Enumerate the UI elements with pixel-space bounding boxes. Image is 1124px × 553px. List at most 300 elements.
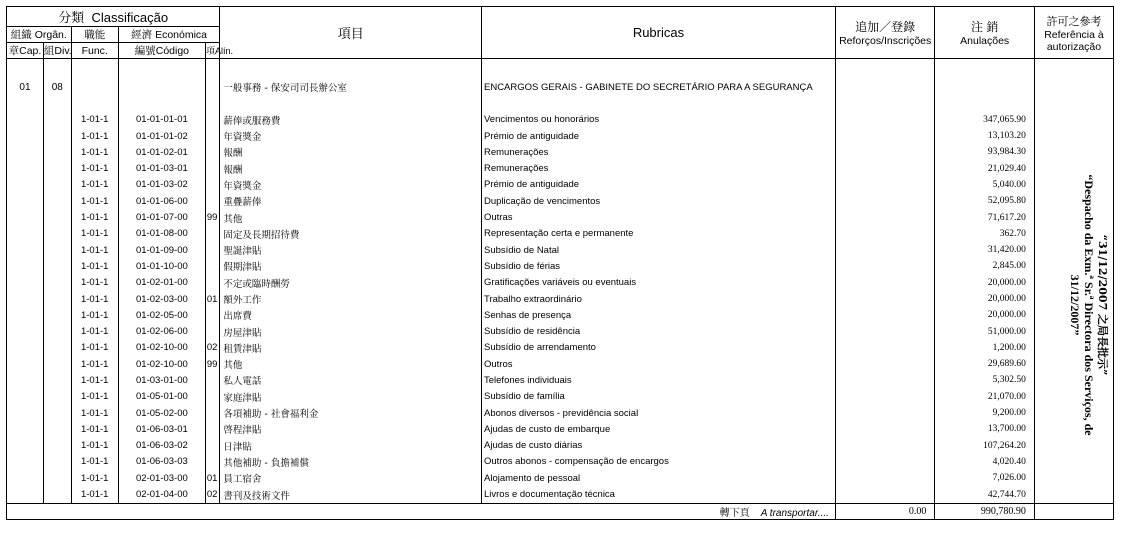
row-anulacoes: 21,070.00 bbox=[935, 389, 1035, 405]
table-row bbox=[7, 470, 1114, 486]
table-row bbox=[7, 405, 1114, 421]
row-div bbox=[43, 421, 71, 437]
row-rubrica: Alojamento de pessoal bbox=[482, 470, 836, 486]
row-cap bbox=[7, 275, 44, 291]
row-item-zh: 其他補助 - 負擔補償 bbox=[220, 454, 482, 470]
row-func: 1-01-1 bbox=[71, 226, 118, 242]
row-reforcos bbox=[835, 144, 935, 160]
row-anulacoes: 347,065.90 bbox=[935, 112, 1035, 128]
table-row bbox=[7, 389, 1114, 405]
row-codigo: 01-01-03-01 bbox=[118, 160, 205, 176]
table-row bbox=[7, 438, 1114, 454]
reforcos-zh: 追加／登錄 bbox=[855, 20, 916, 34]
row-cap bbox=[7, 226, 44, 242]
row-cap bbox=[7, 209, 44, 225]
reforcos-header bbox=[835, 7, 935, 59]
row-rubrica: Outras bbox=[482, 209, 836, 225]
row-func: 1-01-1 bbox=[71, 486, 118, 503]
row-reforcos bbox=[835, 160, 935, 176]
row-func: 1-01-1 bbox=[71, 307, 118, 323]
row-cap bbox=[7, 128, 44, 144]
row-codigo: 01-02-05-00 bbox=[118, 307, 205, 323]
row-func: 1-01-1 bbox=[71, 405, 118, 421]
row-alinea bbox=[205, 438, 219, 454]
row-rubrica: Vencimentos ou honorários bbox=[482, 112, 836, 128]
row-reforcos bbox=[835, 372, 935, 388]
row-anulacoes: 107,264.20 bbox=[935, 438, 1035, 454]
codigo-zh: 編號 bbox=[134, 45, 156, 57]
row-item-zh: 固定及長期招待費 bbox=[220, 226, 482, 242]
row-anulacoes: 31,420.00 bbox=[935, 242, 1035, 258]
row-anulacoes: 20,000.00 bbox=[935, 275, 1035, 291]
row-cap bbox=[7, 389, 44, 405]
row-alinea bbox=[205, 242, 219, 258]
section-cap: 01 bbox=[7, 79, 44, 95]
row-div bbox=[43, 454, 71, 470]
row-func: 1-01-1 bbox=[71, 258, 118, 274]
row-div bbox=[43, 226, 71, 242]
economica-header bbox=[118, 27, 220, 43]
div-zh: 組 bbox=[43, 45, 55, 57]
table-row bbox=[7, 209, 1114, 225]
organica-zh: 組織 bbox=[10, 29, 32, 41]
row-codigo: 01-01-01-02 bbox=[118, 128, 205, 144]
row-cap bbox=[7, 470, 44, 486]
row-alinea bbox=[205, 389, 219, 405]
row-alinea bbox=[205, 405, 219, 421]
row-codigo: 02-01-04-00 bbox=[118, 486, 205, 503]
alinea-pt: Alín. bbox=[215, 46, 234, 56]
header-row-1 bbox=[7, 7, 1114, 27]
row-alinea bbox=[205, 307, 219, 323]
row-reforcos bbox=[835, 307, 935, 323]
row-cap bbox=[7, 356, 44, 372]
row-reforcos bbox=[835, 258, 935, 274]
row-cap bbox=[7, 323, 44, 339]
row-codigo: 01-06-03-01 bbox=[118, 421, 205, 437]
row-reforcos bbox=[835, 421, 935, 437]
row-reforcos bbox=[835, 193, 935, 209]
row-item-zh: 報酬 bbox=[220, 144, 482, 160]
row-func: 1-01-1 bbox=[71, 291, 118, 307]
row-codigo: 01-06-03-02 bbox=[118, 438, 205, 454]
row-codigo: 01-01-03-02 bbox=[118, 177, 205, 193]
footer-anulacoes: 990,780.90 bbox=[935, 503, 1035, 519]
row-alinea bbox=[205, 144, 219, 160]
footer-label-pt: A transportar.... bbox=[760, 507, 829, 519]
items-zh-header: 項目 bbox=[220, 7, 482, 59]
row-codigo: 01-01-01-01 bbox=[118, 112, 205, 128]
footer-reforcos: 0.00 bbox=[835, 503, 935, 519]
row-alinea: 01 bbox=[205, 291, 219, 307]
row-div bbox=[43, 405, 71, 421]
row-item-zh: 員工宿舍 bbox=[220, 470, 482, 486]
row-func: 1-01-1 bbox=[71, 356, 118, 372]
row-referencia bbox=[1034, 112, 1113, 128]
row-div bbox=[43, 128, 71, 144]
row-cap bbox=[7, 144, 44, 160]
anulacoes-pt: Anulações bbox=[960, 35, 1010, 47]
table-row bbox=[7, 372, 1114, 388]
row-item-zh: 不定或臨時酬勞 bbox=[220, 275, 482, 291]
spacer-row bbox=[7, 59, 1114, 80]
table-row bbox=[7, 226, 1114, 242]
row-alinea bbox=[205, 275, 219, 291]
row-alinea bbox=[205, 454, 219, 470]
alinea-zh: 項 bbox=[205, 46, 215, 56]
cap-pt: Cap. bbox=[19, 45, 42, 57]
row-anulacoes: 2,845.00 bbox=[935, 258, 1035, 274]
row-div bbox=[43, 323, 71, 339]
table-row bbox=[7, 242, 1114, 258]
row-func: 1-01-1 bbox=[71, 438, 118, 454]
row-div bbox=[43, 160, 71, 176]
row-cap bbox=[7, 340, 44, 356]
row-reforcos bbox=[835, 112, 935, 128]
row-cap bbox=[7, 177, 44, 193]
row-anulacoes: 7,026.00 bbox=[935, 470, 1035, 486]
row-rubrica: Subsídio de Natal bbox=[482, 242, 836, 258]
codigo-pt: Código bbox=[155, 45, 190, 57]
row-rubrica: Subsídio de férias bbox=[482, 258, 836, 274]
referencia-line-1: “31/12/2007 之局長批示” bbox=[1096, 234, 1109, 376]
row-func: 1-01-1 bbox=[71, 340, 118, 356]
row-reforcos bbox=[835, 209, 935, 225]
table-row bbox=[7, 258, 1114, 274]
row-item-zh: 其他 bbox=[220, 209, 482, 225]
row-cap bbox=[7, 307, 44, 323]
row-func: 1-01-1 bbox=[71, 421, 118, 437]
classificacao-header bbox=[7, 7, 220, 27]
row-rubrica: Prémio de antiguidade bbox=[482, 177, 836, 193]
row-alinea bbox=[205, 128, 219, 144]
row-func: 1-01-1 bbox=[71, 323, 118, 339]
row-div bbox=[43, 291, 71, 307]
row-rubrica: Subsídio de residência bbox=[482, 323, 836, 339]
section-title-zh: 一般事務 - 保安司司長辦公室 bbox=[220, 79, 482, 95]
row-func: 1-01-1 bbox=[71, 128, 118, 144]
row-cap bbox=[7, 405, 44, 421]
footer-row bbox=[7, 503, 1114, 519]
row-reforcos bbox=[835, 389, 935, 405]
row-div bbox=[43, 275, 71, 291]
table-row bbox=[7, 193, 1114, 209]
table-row bbox=[7, 144, 1114, 160]
row-alinea: 99 bbox=[205, 209, 219, 225]
row-cap bbox=[7, 160, 44, 176]
row-rubrica: Prémio de antiguidade bbox=[482, 128, 836, 144]
referencia-line-2: “Despacho da Exm.ª Sr.ª Directora dos Serviços, de bbox=[1082, 174, 1096, 436]
row-codigo: 01-01-08-00 bbox=[118, 226, 205, 242]
row-div bbox=[43, 209, 71, 225]
row-item-zh: 年資獎金 bbox=[220, 128, 482, 144]
row-func: 1-01-1 bbox=[71, 112, 118, 128]
row-alinea bbox=[205, 372, 219, 388]
referencia-autorizacao bbox=[1028, 145, 1112, 465]
anulacoes-zh: 注 銷 bbox=[971, 20, 999, 34]
referencia-rotated bbox=[1028, 145, 1112, 465]
table-row bbox=[7, 177, 1114, 193]
row-func: 1-01-1 bbox=[71, 275, 118, 291]
row-cap bbox=[7, 258, 44, 274]
row-cap bbox=[7, 454, 44, 470]
budget-rows bbox=[7, 112, 1114, 504]
cap-header bbox=[7, 43, 44, 59]
row-cap bbox=[7, 486, 44, 503]
row-rubrica: Outros abonos - compensação de encargos bbox=[482, 454, 836, 470]
table-row bbox=[7, 291, 1114, 307]
row-anulacoes: 71,617.20 bbox=[935, 209, 1035, 225]
row-anulacoes: 5,302.50 bbox=[935, 372, 1035, 388]
row-anulacoes: 93,984.30 bbox=[935, 144, 1035, 160]
table-row bbox=[7, 454, 1114, 470]
row-anulacoes: 13,103.20 bbox=[935, 128, 1035, 144]
row-func: 1-01-1 bbox=[71, 144, 118, 160]
row-alinea bbox=[205, 323, 219, 339]
row-anulacoes: 4,020.40 bbox=[935, 454, 1035, 470]
row-func: 1-01-1 bbox=[71, 389, 118, 405]
row-anulacoes: 52,095.80 bbox=[935, 193, 1035, 209]
table-row bbox=[7, 356, 1114, 372]
row-item-zh: 租賃津貼 bbox=[220, 340, 482, 356]
row-codigo: 01-02-10-00 bbox=[118, 356, 205, 372]
row-rubrica: Gratificações variáveis ou eventuais bbox=[482, 275, 836, 291]
section-div: 08 bbox=[43, 79, 71, 95]
row-rubrica: Ajudas de custo de embarque bbox=[482, 421, 836, 437]
row-alinea: 02 bbox=[205, 340, 219, 356]
row-item-zh: 重疊薪俸 bbox=[220, 193, 482, 209]
row-reforcos bbox=[835, 486, 935, 503]
spacer-row-2 bbox=[7, 95, 1114, 111]
row-referencia bbox=[1034, 470, 1113, 486]
row-reforcos bbox=[835, 275, 935, 291]
row-alinea bbox=[205, 258, 219, 274]
row-codigo: 01-01-10-00 bbox=[118, 258, 205, 274]
div-pt: Div. bbox=[54, 45, 72, 57]
referencia-line-3: 31/12/2007” bbox=[1068, 274, 1082, 336]
row-anulacoes: 9,200.00 bbox=[935, 405, 1035, 421]
row-item-zh: 房屋津貼 bbox=[220, 323, 482, 339]
row-func: 1-01-1 bbox=[71, 470, 118, 486]
row-func: 1-01-1 bbox=[71, 242, 118, 258]
row-reforcos bbox=[835, 405, 935, 421]
row-rubrica: Senhas de presença bbox=[482, 307, 836, 323]
codigo-header bbox=[118, 43, 205, 59]
referencia-pt-1: Referência à bbox=[1044, 28, 1104, 41]
row-cap bbox=[7, 193, 44, 209]
row-cap bbox=[7, 112, 44, 128]
row-reforcos bbox=[835, 356, 935, 372]
row-codigo: 01-06-03-03 bbox=[118, 454, 205, 470]
referencia-header bbox=[1034, 7, 1113, 59]
row-div bbox=[43, 307, 71, 323]
row-codigo: 01-02-06-00 bbox=[118, 323, 205, 339]
row-anulacoes: 51,000.00 bbox=[935, 323, 1035, 339]
budget-table bbox=[6, 6, 1114, 520]
row-anulacoes: 20,000.00 bbox=[935, 307, 1035, 323]
row-codigo: 01-01-02-01 bbox=[118, 144, 205, 160]
row-rubrica: Representação certa e permanente bbox=[482, 226, 836, 242]
row-rubrica: Remunerações bbox=[482, 160, 836, 176]
row-rubrica: Ajudas de custo diárias bbox=[482, 438, 836, 454]
row-func: 1-01-1 bbox=[71, 372, 118, 388]
row-alinea bbox=[205, 112, 219, 128]
row-anulacoes: 5,040.00 bbox=[935, 177, 1035, 193]
anulacoes-header bbox=[935, 7, 1035, 59]
row-alinea bbox=[205, 421, 219, 437]
row-func: 1-01-1 bbox=[71, 454, 118, 470]
row-func: 1-01-1 bbox=[71, 193, 118, 209]
row-item-zh: 薪俸或服務費 bbox=[220, 112, 482, 128]
row-cap bbox=[7, 291, 44, 307]
alinea-header bbox=[205, 43, 234, 59]
row-cap bbox=[7, 438, 44, 454]
row-div bbox=[43, 389, 71, 405]
row-item-zh: 聖誕津貼 bbox=[220, 242, 482, 258]
row-cap bbox=[7, 242, 44, 258]
row-reforcos bbox=[835, 177, 935, 193]
table-row bbox=[7, 340, 1114, 356]
row-cap bbox=[7, 372, 44, 388]
row-reforcos bbox=[835, 323, 935, 339]
row-item-zh: 私人電話 bbox=[220, 372, 482, 388]
funcional-zh: 職能 bbox=[71, 27, 118, 43]
row-reforcos bbox=[835, 226, 935, 242]
row-rubrica: Duplicação de vencimentos bbox=[482, 193, 836, 209]
organica-header bbox=[7, 27, 72, 43]
row-cap bbox=[7, 421, 44, 437]
row-referencia bbox=[1034, 486, 1113, 503]
row-alinea bbox=[205, 193, 219, 209]
row-div bbox=[43, 242, 71, 258]
row-item-zh: 假期津貼 bbox=[220, 258, 482, 274]
row-div bbox=[43, 470, 71, 486]
row-div bbox=[43, 356, 71, 372]
row-anulacoes: 42,744.70 bbox=[935, 486, 1035, 503]
row-rubrica: Livros e documentação técnica bbox=[482, 486, 836, 503]
referencia-zh: 許可之參考 bbox=[1046, 15, 1102, 28]
row-rubrica: Outros bbox=[482, 356, 836, 372]
row-codigo: 02-01-03-00 bbox=[118, 470, 205, 486]
row-alinea bbox=[205, 160, 219, 176]
row-reforcos bbox=[835, 438, 935, 454]
row-anulacoes: 1,200.00 bbox=[935, 340, 1035, 356]
row-div bbox=[43, 486, 71, 503]
row-item-zh: 書刊及技術文件 bbox=[220, 486, 482, 503]
row-codigo: 01-02-03-00 bbox=[118, 291, 205, 307]
row-rubrica: Abonos diversos - previdência social bbox=[482, 405, 836, 421]
economica-pt: Económica bbox=[155, 29, 208, 41]
row-anulacoes: 21,029.40 bbox=[935, 160, 1035, 176]
row-item-zh: 啓程津貼 bbox=[220, 421, 482, 437]
row-rubrica: Subsídio de família bbox=[482, 389, 836, 405]
row-alinea: 99 bbox=[205, 356, 219, 372]
row-func: 1-01-1 bbox=[71, 209, 118, 225]
table-row bbox=[7, 421, 1114, 437]
row-reforcos bbox=[835, 340, 935, 356]
row-codigo: 01-03-01-00 bbox=[118, 372, 205, 388]
organica-pt: Orgân. bbox=[34, 29, 67, 41]
row-anulacoes: 362.70 bbox=[935, 226, 1035, 242]
row-func: 1-01-1 bbox=[71, 177, 118, 193]
row-codigo: 01-02-10-00 bbox=[118, 340, 205, 356]
rubricas-header: Rubricas bbox=[482, 7, 836, 59]
row-item-zh: 出席費 bbox=[220, 307, 482, 323]
row-anulacoes: 20,000.00 bbox=[935, 291, 1035, 307]
cap-zh: 章 bbox=[8, 45, 20, 57]
table-row bbox=[7, 160, 1114, 176]
footer-label bbox=[482, 503, 836, 519]
table-row bbox=[7, 275, 1114, 291]
row-div bbox=[43, 177, 71, 193]
row-item-zh: 日津貼 bbox=[220, 438, 482, 454]
economica-zh: 經濟 bbox=[131, 29, 153, 41]
row-div bbox=[43, 372, 71, 388]
row-div bbox=[43, 193, 71, 209]
row-codigo: 01-05-02-00 bbox=[118, 405, 205, 421]
section-title-pt: ENCARGOS GERAIS - GABINETE DO SECRETÁRIO PARA A SEGURANÇA bbox=[482, 79, 836, 95]
classificacao-zh: 分類 bbox=[58, 10, 85, 25]
row-div bbox=[43, 438, 71, 454]
row-codigo: 01-05-01-00 bbox=[118, 389, 205, 405]
row-alinea: 02 bbox=[205, 486, 219, 503]
table-row bbox=[7, 323, 1114, 339]
section-row bbox=[7, 79, 1114, 95]
row-item-zh: 年資獎金 bbox=[220, 177, 482, 193]
row-codigo: 01-02-01-00 bbox=[118, 275, 205, 291]
table-row bbox=[7, 128, 1114, 144]
row-div bbox=[43, 112, 71, 128]
row-codigo: 01-01-06-00 bbox=[118, 193, 205, 209]
row-rubrica: Remunerações bbox=[482, 144, 836, 160]
table-row bbox=[7, 486, 1114, 503]
row-anulacoes: 29,689.60 bbox=[935, 356, 1035, 372]
row-reforcos bbox=[835, 128, 935, 144]
funcional-pt: Func. bbox=[71, 43, 118, 59]
row-item-zh: 報酬 bbox=[220, 160, 482, 176]
row-item-zh: 家庭津貼 bbox=[220, 389, 482, 405]
row-rubrica: Subsídio de arrendamento bbox=[482, 340, 836, 356]
row-reforcos bbox=[835, 242, 935, 258]
row-item-zh: 各項補助 - 社會福利金 bbox=[220, 405, 482, 421]
row-item-zh: 額外工作 bbox=[220, 291, 482, 307]
row-alinea: 01 bbox=[205, 470, 219, 486]
row-div bbox=[43, 258, 71, 274]
row-anulacoes: 13,700.00 bbox=[935, 421, 1035, 437]
row-codigo: 01-01-09-00 bbox=[118, 242, 205, 258]
table-row bbox=[7, 112, 1114, 128]
row-rubrica: Telefones individuais bbox=[482, 372, 836, 388]
row-codigo: 01-01-07-00 bbox=[118, 209, 205, 225]
row-referencia bbox=[1034, 128, 1113, 144]
row-alinea bbox=[205, 177, 219, 193]
row-func: 1-01-1 bbox=[71, 160, 118, 176]
row-rubrica: Trabalho extraordinário bbox=[482, 291, 836, 307]
row-alinea bbox=[205, 226, 219, 242]
classificacao-pt: Classificação bbox=[91, 10, 169, 25]
row-div bbox=[43, 144, 71, 160]
referencia-pt-2: autorização bbox=[1046, 40, 1102, 53]
footer-label-zh: 轉下頁 bbox=[719, 507, 750, 519]
row-div bbox=[43, 340, 71, 356]
row-item-zh: 其他 bbox=[220, 356, 482, 372]
div-header bbox=[43, 43, 71, 59]
row-reforcos bbox=[835, 291, 935, 307]
reforcos-pt: Reforços/Inscrições bbox=[839, 35, 932, 47]
row-reforcos bbox=[835, 470, 935, 486]
row-reforcos bbox=[835, 454, 935, 470]
table-row bbox=[7, 307, 1114, 323]
